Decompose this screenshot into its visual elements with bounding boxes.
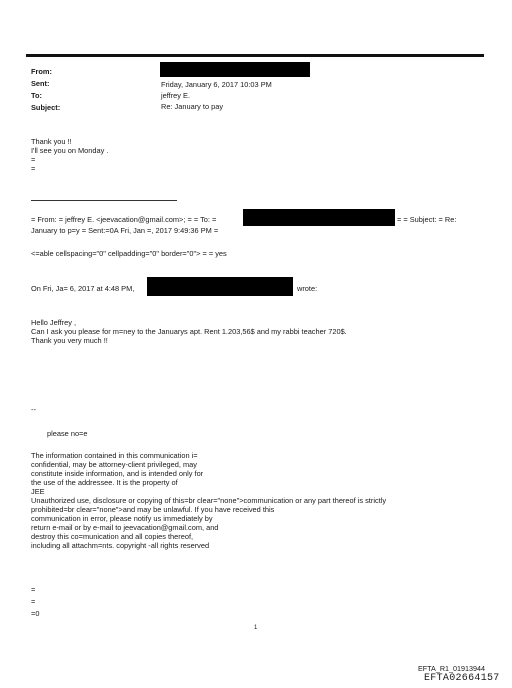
- from-label: From:: [31, 67, 52, 76]
- redacted-sender: [160, 62, 310, 77]
- disclaimer-line: return e-mail or by e-mail to jeevacation@gmail.com, and: [31, 523, 219, 532]
- footer-id-2: EFTA02664157: [424, 673, 500, 684]
- redacted-author: [147, 277, 293, 296]
- forwarded-line-1-end: = = Subject: = Re:: [397, 215, 457, 224]
- reply-line: I'll see you on Monday .: [31, 146, 109, 155]
- message-line: Hello Jeffrey ,: [31, 318, 77, 327]
- signature-dashes: --: [31, 405, 36, 414]
- header-top-rule: [26, 54, 484, 57]
- forwarded-line-1: = From: = jeffrey E. <jeevacation@gmail.com>; = = To: =: [31, 215, 217, 224]
- to-value: jeffrey E.: [161, 91, 191, 100]
- to-label: To:: [31, 91, 42, 100]
- quote-separator: [31, 200, 177, 201]
- disclaimer-line: constitute inside information, and is intended only for: [31, 469, 204, 478]
- subject-value: Re: January to pay: [161, 102, 224, 111]
- trailing-mark: =: [31, 585, 36, 594]
- disclaimer-line: prohibited=br clear="none">and may be unlawful. If you have received this: [31, 505, 275, 514]
- disclaimer-line: confidential, may be attorney-client privileged, may: [31, 460, 197, 469]
- disclaimer-line: the use of the addressee. It is the property of: [31, 478, 178, 487]
- disclaimer-line: Unauthorized use, disclosure or copying of this=br clear="none">communication or any part thereof is strictly: [31, 496, 387, 505]
- message-line: Can I ask you please for m=ney to the Januarys apt. Rent 1.203,56$ and my rabbi teacher 720$.: [31, 327, 347, 336]
- trailing-mark: =: [31, 597, 36, 606]
- disclaimer: [31, 451, 386, 550]
- reply-line: =: [31, 164, 36, 173]
- wrote-suffix: wrote:: [297, 284, 318, 293]
- please-note: please no=e: [47, 429, 88, 438]
- forwarded-line-2: January to p=y = Sent:=0A Fri, Jan =, 2017 9:49:36 PM =: [31, 226, 219, 235]
- redacted-recipient: [243, 209, 395, 226]
- wrote-prefix: On Fri, Ja= 6, 2017 at 4:48 PM,: [31, 284, 135, 293]
- message-body: [31, 318, 347, 345]
- disclaimer-line: JEE: [31, 487, 45, 496]
- reply-line: Thank you !!: [31, 137, 72, 146]
- disclaimer-line: including all attachm=nts. copyright -all rights reserved: [31, 541, 210, 550]
- message-line: Thank you very much !!: [31, 336, 108, 345]
- forwarded-line-3: <=able cellspacing="0" cellpadding="0" border="0"> = = yes: [31, 249, 227, 258]
- disclaimer-line: destroy this co=munication and all copies thereof,: [31, 532, 194, 541]
- disclaimer-line: The information contained in this communication i=: [31, 451, 198, 460]
- subject-label: Subject:: [31, 103, 61, 112]
- reply-line: =: [31, 155, 36, 164]
- footer-id-1: EFTA_R1_01913944: [418, 664, 485, 673]
- reply-body: [31, 137, 108, 173]
- sent-label: Sent:: [31, 79, 50, 88]
- disclaimer-line: communication in error, please notify us immediately by: [31, 514, 213, 523]
- page-number: 1: [254, 625, 258, 631]
- trailing-mark: =0: [31, 609, 40, 618]
- sent-value: Friday, January 6, 2017 10:03 PM: [161, 80, 272, 89]
